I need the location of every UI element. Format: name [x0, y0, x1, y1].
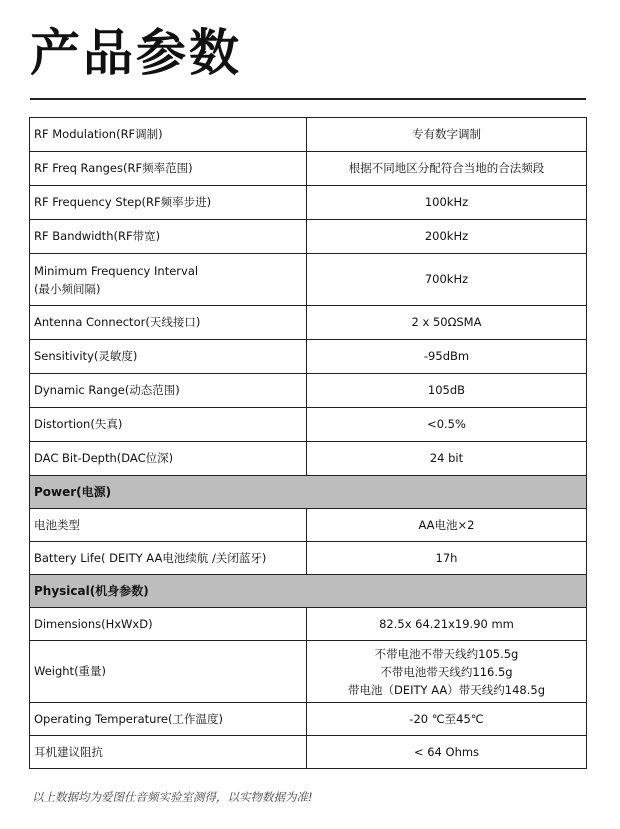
section-title: Power(电源) [30, 476, 587, 509]
page-title: 产品参数 [30, 24, 242, 82]
table-row [30, 374, 587, 408]
spec-label: RF Freq Ranges(RF频率范围) [30, 152, 307, 186]
spec-value: 200kHz [307, 220, 587, 254]
table-row [30, 442, 587, 476]
spec-value: AA电池×2 [307, 509, 587, 542]
table-row [30, 186, 587, 220]
spec-label: Antenna Connector(天线接口) [30, 306, 307, 340]
spec-label [30, 254, 307, 306]
table-row [30, 340, 587, 374]
spec-value: 82.5x 64.21x19.90 mm [307, 608, 587, 641]
spec-label: RF Frequency Step(RF频率步进) [30, 186, 307, 220]
spec-value: 根据不同地区分配符合当地的合法频段 [307, 152, 587, 186]
table-row [30, 703, 587, 736]
spec-label: RF Modulation(RF调制) [30, 118, 307, 152]
spec-label: Operating Temperature(工作温度) [30, 703, 307, 736]
spec-label: DAC Bit-Depth(DAC位深) [30, 442, 307, 476]
spec-label: Dynamic Range(动态范围) [30, 374, 307, 408]
table-row [30, 220, 587, 254]
table-row [30, 254, 587, 306]
spec-value: -20 ℃至45℃ [307, 703, 587, 736]
spec-value: < 64 Ohms [307, 736, 587, 769]
section-header-power [30, 476, 587, 509]
spec-value: 17h [307, 542, 587, 575]
spec-label: RF Bandwidth(RF带宽) [30, 220, 307, 254]
table-row [30, 641, 587, 703]
spec-label: Battery Life( DEITY AA电池续航 /关闭蓝牙) [30, 542, 307, 575]
spec-label-line: (最小频间隔) [34, 281, 101, 296]
table-row [30, 152, 587, 186]
spec-value: <0.5% [307, 408, 587, 442]
spec-value [307, 641, 587, 703]
table-row [30, 608, 587, 641]
spec-label: 电池类型 [30, 509, 307, 542]
spec-value: 专有数字调制 [307, 118, 587, 152]
spec-value: 700kHz [307, 254, 587, 306]
spec-value: 100kHz [307, 186, 587, 220]
weight-line: 不带电池带天线约116.5g [380, 664, 513, 679]
table-row [30, 118, 587, 152]
spec-label: Weight(重量) [30, 641, 307, 703]
title-divider [30, 98, 586, 100]
footnote: 以上数据均为爱图仕音频实验室测得，以实物数据为准! [32, 790, 313, 804]
spec-value: -95dBm [307, 340, 587, 374]
spec-value: 105dB [307, 374, 587, 408]
spec-label: 耳机建议阻抗 [30, 736, 307, 769]
spec-value: 24 bit [307, 442, 587, 476]
table-row [30, 509, 587, 542]
table-row [30, 408, 587, 442]
section-header-physical [30, 575, 587, 608]
section-title: Physical(机身参数) [30, 575, 587, 608]
table-row [30, 542, 587, 575]
weight-line: 不带电池不带天线约105.5g [374, 646, 519, 661]
spec-label-line: Minimum Frequency Interval [34, 263, 199, 278]
spec-value: 2 x 50ΩSMA [307, 306, 587, 340]
table-row [30, 736, 587, 769]
spec-label: Sensitivity(灵敏度) [30, 340, 307, 374]
table-row [30, 306, 587, 340]
spec-label: Distortion(失真) [30, 408, 307, 442]
spec-label: Dimensions(HxWxD) [30, 608, 307, 641]
spec-table [29, 117, 587, 769]
weight-line: 带电池（DEITY AA）带天线约148.5g [348, 682, 545, 697]
